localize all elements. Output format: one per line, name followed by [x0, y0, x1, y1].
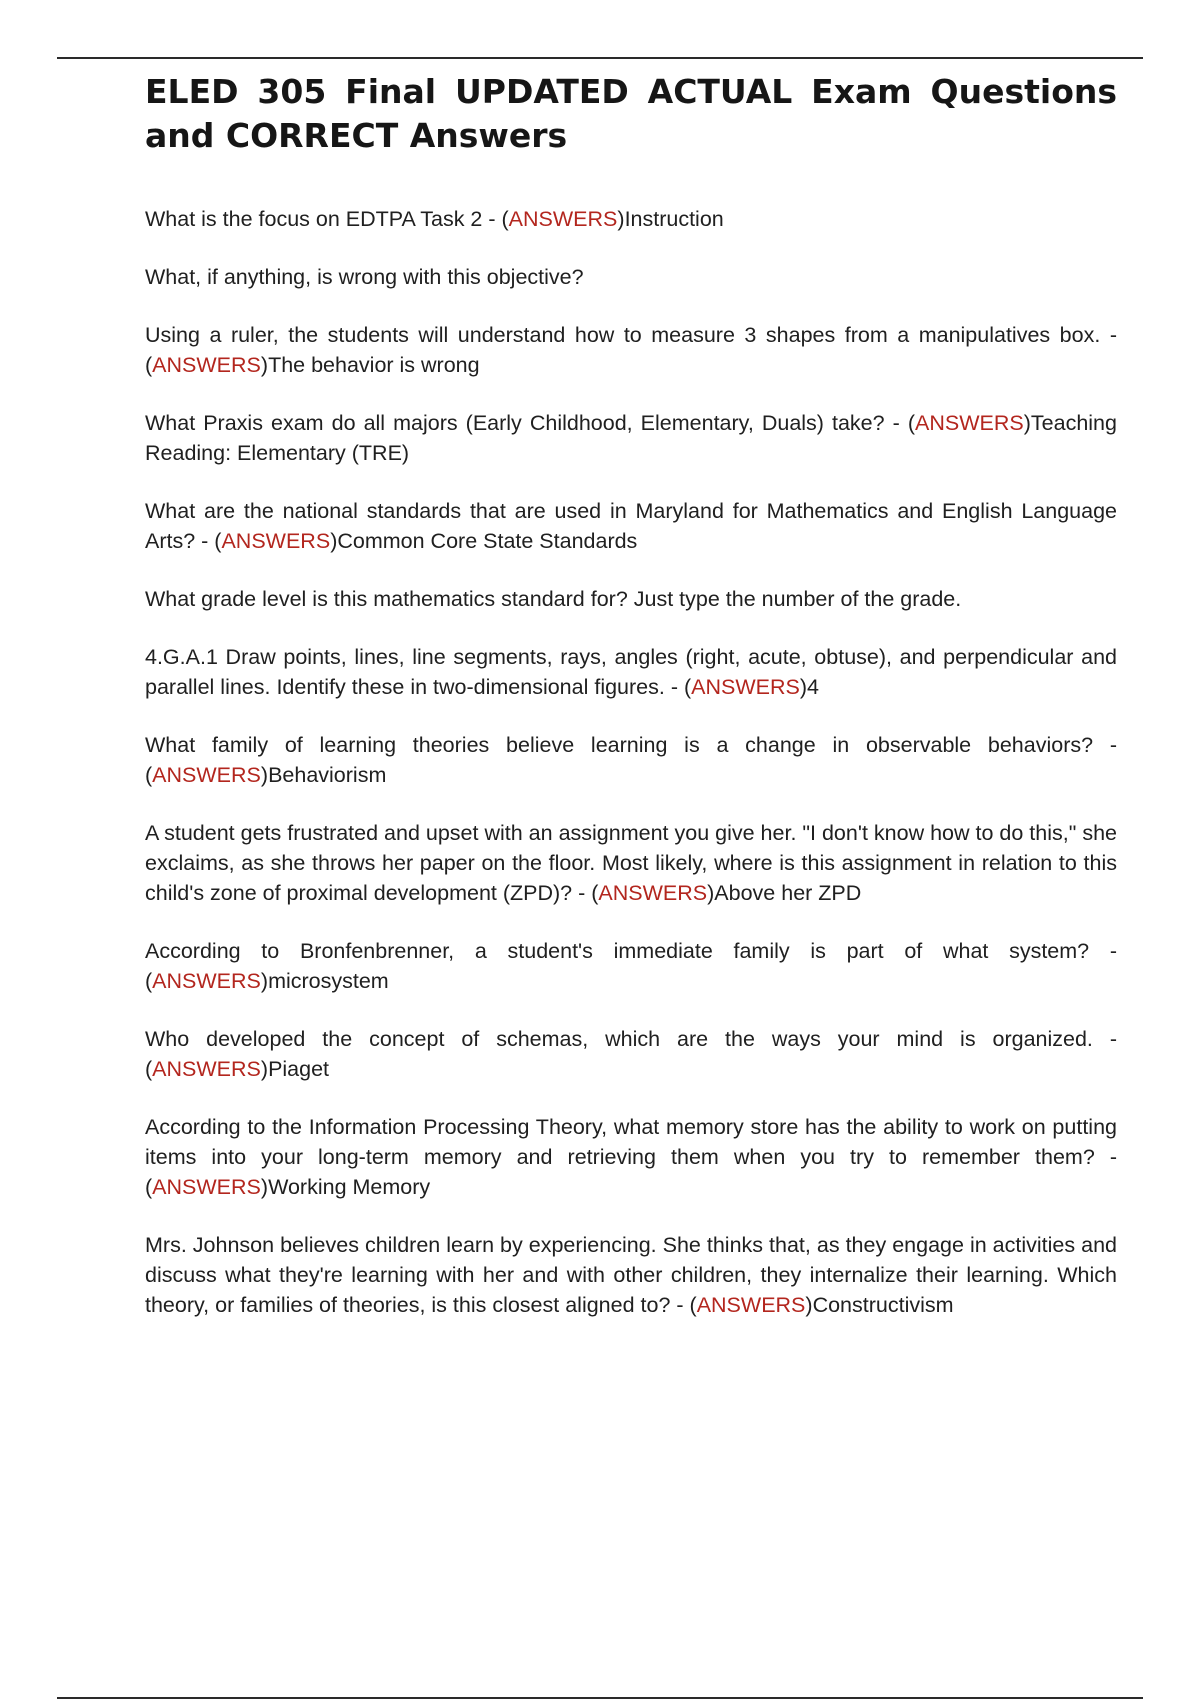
- page-title: ELED 305 Final UPDATED ACTUAL Exam Questions and CORRECT Answers: [145, 72, 1117, 155]
- top-rule: [57, 57, 1143, 59]
- qa-item: [145, 730, 1117, 790]
- question-intro: What, if anything, is wrong with this objective?: [145, 265, 584, 289]
- question-paragraph: Mrs. Johnson believes children learn by experiencing. She thinks that, as they engage in activities and discuss what they're learning with her and with other children, they internalize their learning. Which theory, or families of theories, is this closest aligned to? - (ANSWERS)Constructivism: [145, 1233, 1117, 1317]
- question-paragraph: 4.G.A.1 Draw points, lines, line segments, rays, angles (right, acute, obtuse), and perpendicular and parallel lines. Identify these in two-dimensional figures. - (ANSWERS)4: [145, 645, 1117, 699]
- answer-text: Teaching Reading: Elementary (TRE): [145, 411, 1117, 465]
- question-paragraph: What is the focus on EDTPA Task 2 - (ANSWERS)Instruction: [145, 207, 724, 231]
- answer-text: Constructivism: [812, 1293, 954, 1317]
- qa-item: [145, 584, 1117, 702]
- answer-label: ANSWERS: [152, 1057, 261, 1081]
- answer-text: Behaviorism: [268, 763, 387, 787]
- answer-label: ANSWERS: [152, 353, 261, 377]
- answer-label: ANSWERS: [696, 1293, 806, 1317]
- question-paragraph: According to Bronfenbrenner, a student's immediate family is part of what system? - (ANSWERS)microsystem: [145, 939, 1118, 993]
- answer-label: ANSWERS: [691, 675, 800, 699]
- answer-label: ANSWERS: [152, 763, 261, 787]
- question-text: According to the Information Processing Theory, what memory store has the ability to work on putting items into your long-term memory and retrieving them when you try to remember them?: [145, 1115, 1117, 1169]
- qa-item: [145, 1024, 1117, 1084]
- question-paragraph: What are the national standards that are used in Maryland for Mathematics and English Language Arts? - (ANSWERS)Common Core State Standards: [145, 499, 1117, 553]
- document-body: [145, 70, 1117, 1348]
- question-paragraph: What Praxis exam do all majors (Early Childhood, Elementary, Duals) take? - (ANSWERS)Teaching Reading: Elementary (TRE): [145, 411, 1117, 465]
- question-intro: What grade level is this mathematics standard for? Just type the number of the grade.: [145, 587, 962, 611]
- question-text: What family of learning theories believe learning is a change in observable behaviors?: [145, 733, 1094, 757]
- question-text: A student gets frustrated and upset with an assignment you give her. "I don't know how to do this," she exclaims, as she throws her paper on the floor. Most likely, where is this assignment in relation to this child's zone of proximal development (ZPD)?: [145, 821, 1117, 905]
- answer-text: 4: [807, 675, 819, 699]
- answer-text: Above her ZPD: [714, 881, 862, 905]
- answer-text: Working Memory: [268, 1175, 431, 1199]
- qa-item: [145, 1112, 1117, 1202]
- question-text: Who developed the concept of schemas, which are the ways your mind is organized.: [145, 1027, 1093, 1051]
- answer-label: ANSWERS: [598, 881, 708, 905]
- answer-label: ANSWERS: [152, 1175, 261, 1199]
- question-paragraph: What family of learning theories believe learning is a change in observable behaviors? - (ANSWERS)Behaviorism: [145, 733, 1117, 787]
- answer-label: ANSWERS: [915, 411, 1024, 435]
- question-paragraph: Using a ruler, the students will understand how to measure 3 shapes from a manipulatives box. - (ANSWERS)The behavior is wrong: [145, 323, 1117, 377]
- question-text: What Praxis exam do all majors (Early Childhood, Elementary, Duals) take?: [145, 411, 885, 435]
- qa-item: [145, 936, 1117, 996]
- answer-label: ANSWERS: [221, 529, 331, 553]
- question-paragraph: A student gets frustrated and upset with an assignment you give her. "I don't know how to do this," she exclaims, as she throws her paper on the floor. Most likely, where is this assignment in relation to this child's zone of proximal development (ZPD)? - (ANSWERS)Above her ZPD: [145, 821, 1117, 905]
- question-list: [145, 204, 1117, 1320]
- answer-text: microsystem: [268, 969, 389, 993]
- answer-text: The behavior is wrong: [268, 353, 480, 377]
- answer-text: Instruction: [624, 207, 724, 231]
- qa-item: [145, 818, 1117, 908]
- question-text: 4.G.A.1 Draw points, lines, line segments, rays, angles (right, acute, obtuse), and perpendicular and parallel lines. Identify these in two-dimensional figures.: [145, 645, 1117, 699]
- question-text: What are the national standards that are used in Maryland for Mathematics and English Language Arts?: [145, 499, 1117, 553]
- question-paragraph: According to the Information Processing Theory, what memory store has the ability to work on putting items into your long-term memory and retrieving them when you try to remember them? - (ANSWERS)Working Memory: [145, 1115, 1118, 1199]
- question-text: Using a ruler, the students will understand how to measure 3 shapes from a manipulatives box.: [145, 323, 1101, 347]
- question-text: What is the focus on EDTPA Task 2: [145, 207, 483, 231]
- question-paragraph: Who developed the concept of schemas, which are the ways your mind is organized. - (ANSWERS)Piaget: [145, 1027, 1117, 1081]
- answer-text: Piaget: [268, 1057, 330, 1081]
- answer-label: ANSWERS: [152, 969, 261, 993]
- question-text: Mrs. Johnson believes children learn by experiencing. She thinks that, as they engage in activities and discuss what they're learning with her and with other children, they internalize their learning. Which theory, or families of theories, is this closest aligned to?: [145, 1233, 1117, 1317]
- qa-item: [145, 204, 1117, 234]
- bottom-rule: [57, 1697, 1143, 1699]
- answer-text: Common Core State Standards: [337, 529, 638, 553]
- qa-item: [145, 496, 1117, 556]
- qa-item: [145, 408, 1117, 468]
- question-text: According to Bronfenbrenner, a student's immediate family is part of what system?: [145, 939, 1090, 963]
- qa-item: [145, 1230, 1117, 1320]
- answer-label: ANSWERS: [508, 207, 618, 231]
- qa-item: [145, 262, 1117, 380]
